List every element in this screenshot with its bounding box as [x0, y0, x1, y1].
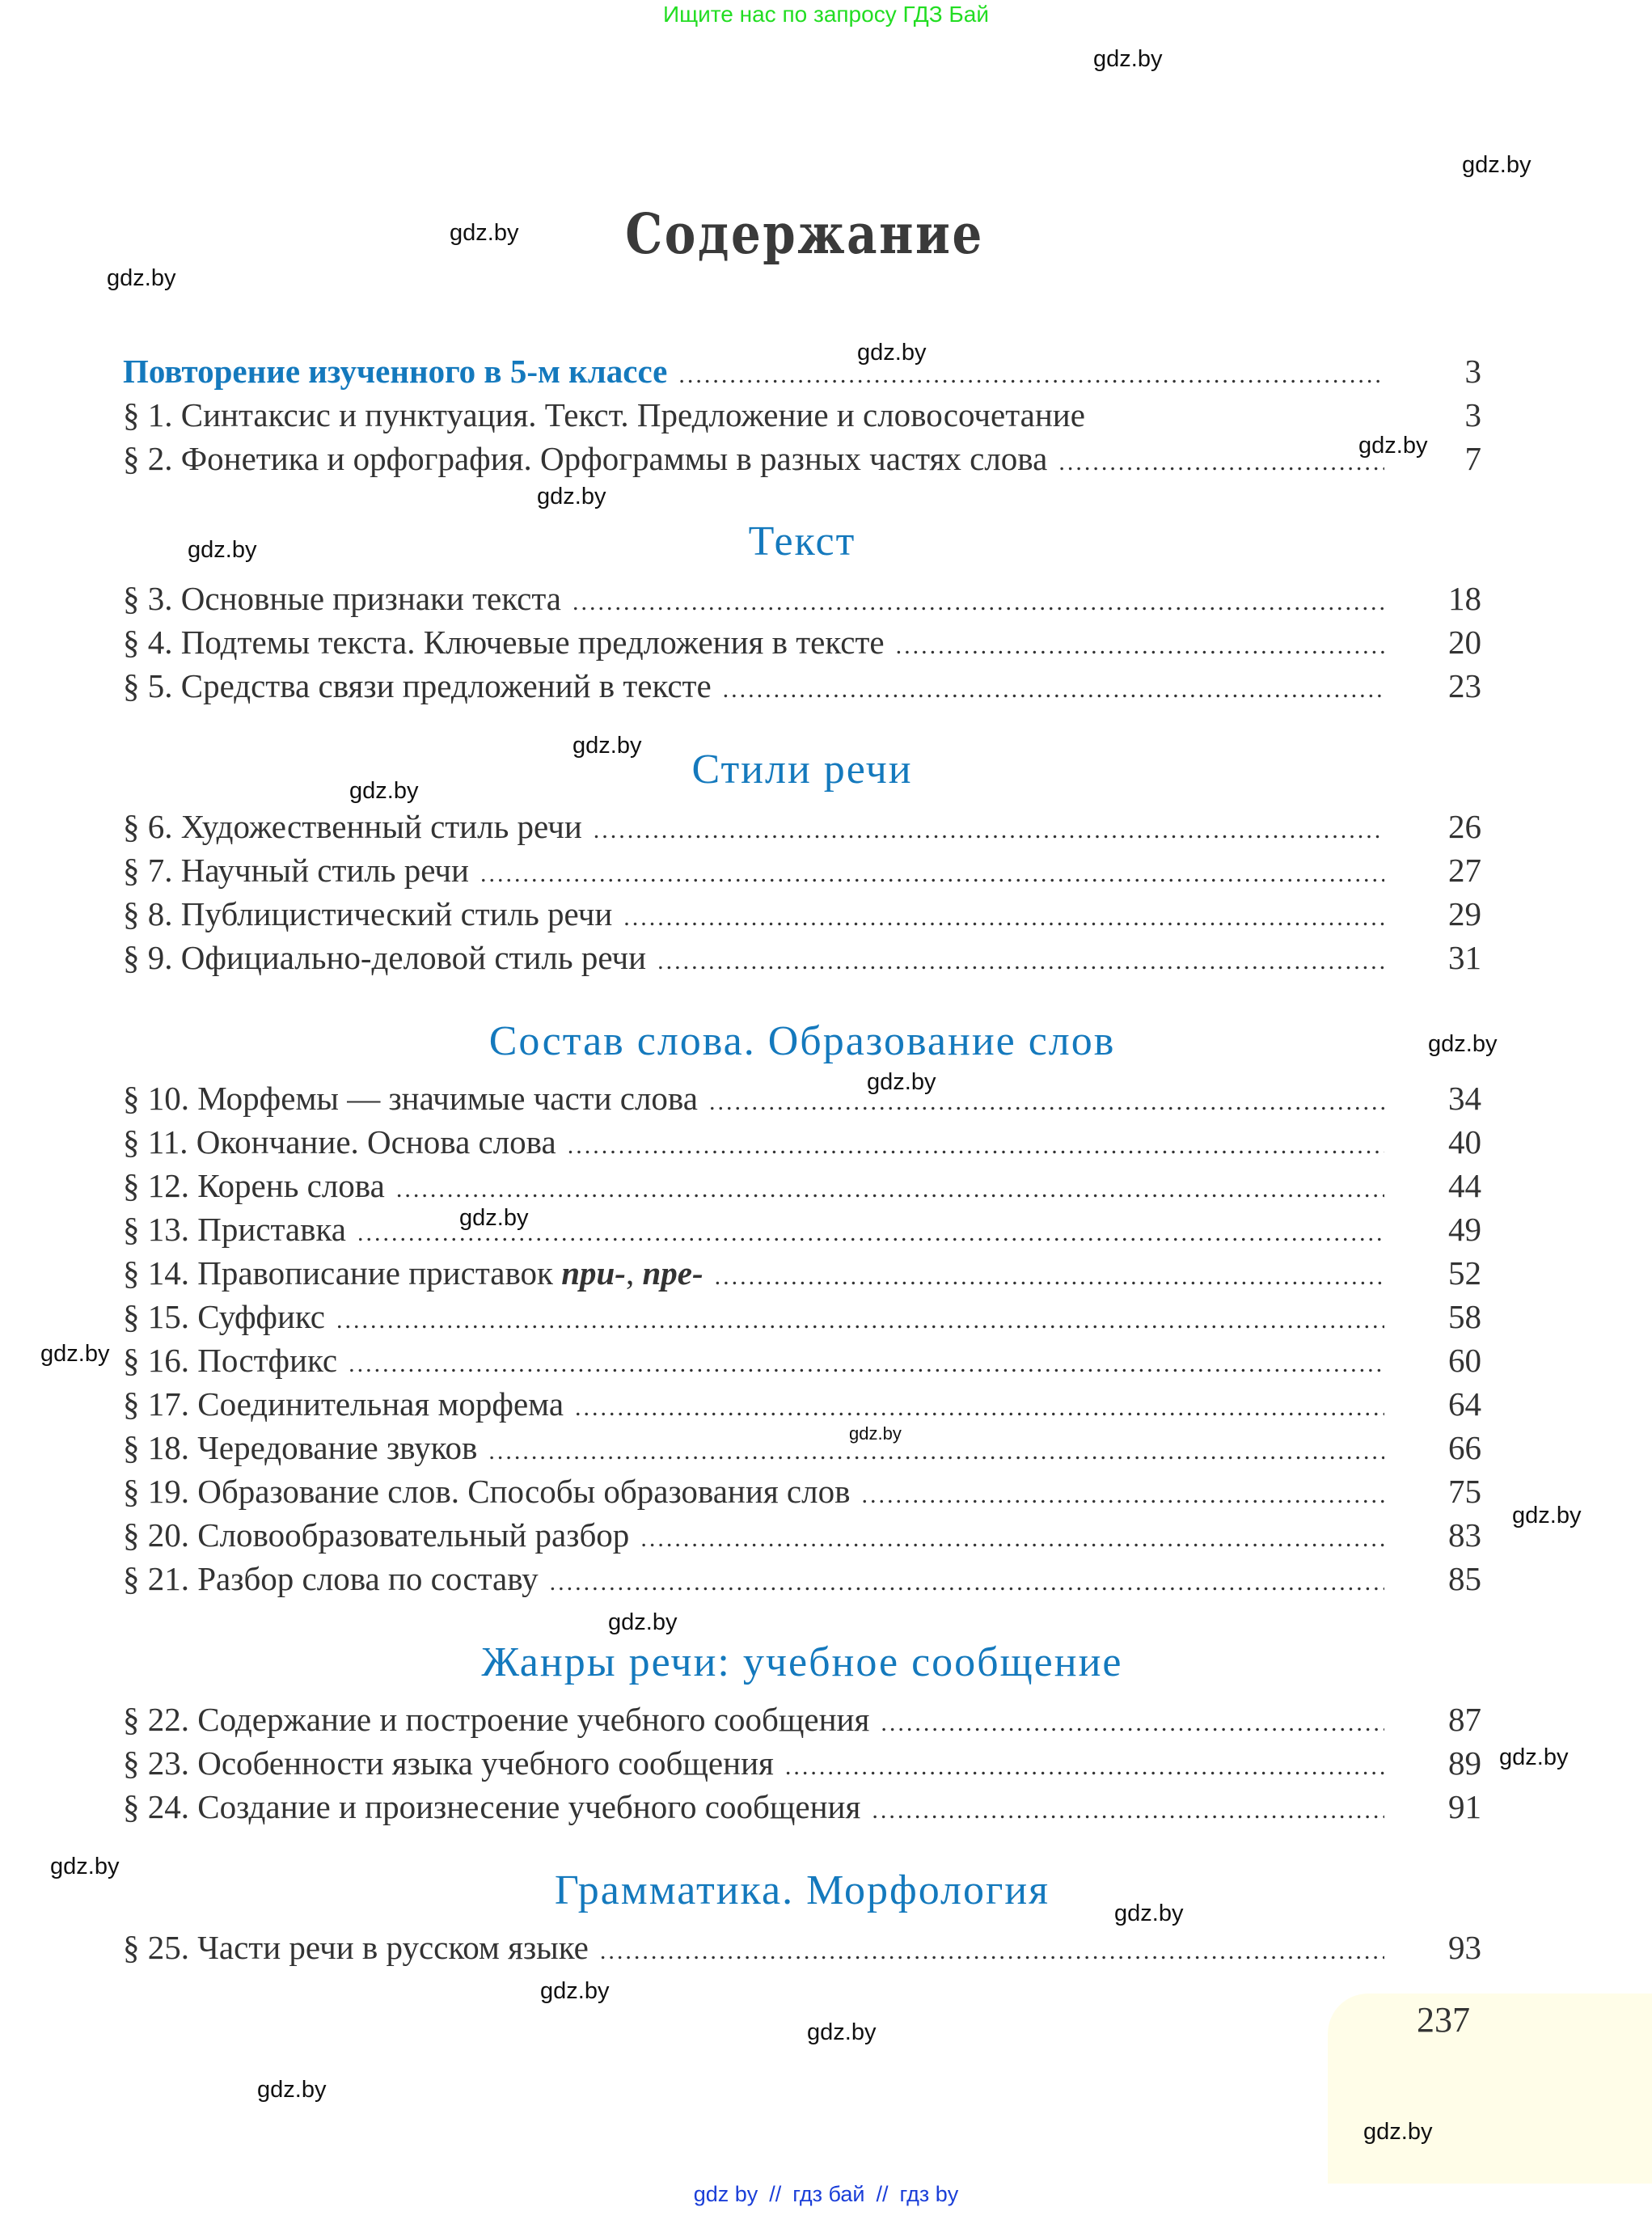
dot-leader — [678, 362, 1384, 389]
toc-row[interactable] — [123, 439, 1481, 483]
prefix-emphasis: при- — [561, 1254, 626, 1292]
dot-leader — [623, 904, 1384, 932]
toc-page-number: 87 — [1448, 1701, 1481, 1738]
dot-leader — [357, 1220, 1384, 1247]
toc-intro-row[interactable] — [123, 352, 1481, 395]
watermark: gdz.by — [608, 1609, 678, 1635]
dot-leader — [1058, 449, 1384, 476]
watermark: gdz.by — [459, 1205, 529, 1231]
toc-page-number: 18 — [1448, 580, 1481, 617]
toc-page-number: 31 — [1448, 939, 1481, 976]
toc-row[interactable] — [123, 1166, 1481, 1210]
toc-page-number: 34 — [1448, 1080, 1481, 1117]
dot-leader — [488, 1438, 1384, 1465]
dot-leader — [336, 1307, 1384, 1334]
toc-row[interactable] — [123, 666, 1481, 710]
toc-row[interactable] — [123, 894, 1481, 938]
toc-row[interactable] — [123, 938, 1481, 982]
dot-leader — [600, 1938, 1384, 1965]
toc-item-label: § 9. Официально-деловой стиль речи — [123, 939, 647, 976]
toc-page-number: 93 — [1448, 1929, 1481, 1966]
toc-page-number: 66 — [1448, 1429, 1481, 1466]
footer-link[interactable]: гдз бай — [792, 2182, 865, 2206]
toc-item-label: § 3. Основные признаки текста — [123, 580, 561, 617]
toc-item-label: § 15. Суффикс — [123, 1298, 325, 1335]
toc-row[interactable] — [123, 1928, 1481, 1972]
watermark: gdz.by — [540, 1978, 610, 2004]
dot-leader — [723, 676, 1384, 704]
toc-item-label: § 20. Словообразовательный разбор — [123, 1516, 630, 1554]
section-heading-grammar: Грамматика. Морфология — [554, 1867, 1050, 1913]
toc-page-number: 58 — [1448, 1298, 1481, 1335]
toc-page-number: 83 — [1448, 1516, 1481, 1554]
toc-item-label: § 24. Создание и произнесение учебного сообщения — [123, 1788, 861, 1825]
toc-row[interactable] — [123, 807, 1481, 851]
footer-link[interactable]: гдз by — [899, 2182, 959, 2206]
watermark: gdz.by — [50, 1854, 120, 1879]
footer-links — [0, 2182, 1652, 2207]
toc-item-label: § 11. Окончание. Основа слова — [123, 1123, 556, 1161]
toc-row[interactable] — [123, 1210, 1481, 1254]
toc-item-label: § 12. Корень слова — [123, 1167, 385, 1204]
toc-item-label: § 14. Правописание приставок при-, пре- — [123, 1254, 703, 1292]
section-heading-styles: Стили речи — [691, 746, 913, 793]
toc-page-number: 60 — [1448, 1342, 1481, 1379]
toc-item-label: § 25. Части речи в русском языке — [123, 1929, 589, 1966]
section-heading-word-structure: Состав слова. Образование слов — [488, 1018, 1116, 1064]
watermark: gdz.by — [1358, 433, 1428, 459]
dot-leader — [480, 860, 1384, 888]
toc-row[interactable] — [123, 1254, 1481, 1297]
toc-page-number: 85 — [1448, 1560, 1481, 1597]
footer-link[interactable]: gdz by — [693, 2182, 758, 2206]
dot-leader — [896, 632, 1384, 660]
watermark: gdz.by — [1093, 46, 1163, 72]
toc-item-label: § 4. Подтемы текста. Ключевые предложения в тексте — [123, 624, 885, 661]
page-number: 237 — [1417, 2000, 1470, 2040]
watermark: gdz.by — [849, 1423, 902, 1444]
toc-page-number: 7 — [1464, 440, 1481, 477]
toc-page-number: 91 — [1448, 1788, 1481, 1825]
toc-item-label: § 6. Художественный стиль речи — [123, 808, 582, 845]
dot-leader — [568, 1132, 1384, 1160]
toc-page-number: 29 — [1448, 895, 1481, 932]
toc-item-label: § 22. Содержание и построение учебного сообщения — [123, 1701, 870, 1738]
watermark: gdz.by — [1363, 2119, 1433, 2145]
toc-row[interactable] — [123, 1079, 1481, 1123]
toc-row[interactable] — [123, 1472, 1481, 1516]
watermark: gdz.by — [450, 220, 519, 246]
watermark: gdz.by — [107, 265, 176, 291]
search-banner: Ищите нас по запросу ГДЗ Бай — [662, 2, 990, 27]
dot-leader — [872, 1797, 1384, 1824]
dot-leader — [640, 1525, 1384, 1553]
toc-page-number: 52 — [1448, 1254, 1481, 1292]
toc-item-label: § 21. Разбор слова по составу — [123, 1560, 539, 1597]
toc-page-number: 26 — [1448, 808, 1481, 845]
watermark: gdz.by — [537, 484, 606, 509]
toc-page-number: 3 — [1464, 353, 1481, 390]
toc-item-label: § 16. Постфикс — [123, 1342, 338, 1379]
toc-item-label: § 19. Образование слов. Способы образования слов — [123, 1473, 851, 1510]
toc-page-number: 89 — [1448, 1744, 1481, 1782]
dot-leader — [594, 817, 1384, 844]
toc-item-label: § 17. Соединительная морфема — [123, 1385, 564, 1423]
section-heading-text: Текст — [748, 518, 856, 564]
toc-item-label: § 10. Морфемы — значимые части слова — [123, 1080, 698, 1117]
toc-page-number: 64 — [1448, 1385, 1481, 1423]
toc-row[interactable] — [123, 579, 1481, 623]
dot-leader — [657, 948, 1384, 975]
page-number-box — [1328, 1994, 1652, 2184]
dot-leader — [396, 1176, 1384, 1203]
toc-row[interactable] — [123, 1341, 1481, 1385]
footer-separator: // — [769, 2182, 782, 2206]
toc-row[interactable] — [123, 1123, 1481, 1166]
toc-intro-label: Повторение изученного в 5-м классе — [123, 353, 668, 390]
dot-leader — [715, 1263, 1384, 1291]
dot-leader — [785, 1753, 1384, 1781]
toc-page-number: 23 — [1448, 667, 1481, 704]
toc-row[interactable] — [123, 1428, 1481, 1472]
toc-page-number: 49 — [1448, 1211, 1481, 1248]
toc-item-label: § 18. Чередование звуков — [123, 1429, 478, 1466]
dot-leader — [709, 1089, 1384, 1116]
toc-row[interactable] — [123, 1744, 1481, 1787]
dot-leader — [550, 1569, 1384, 1596]
dot-leader — [881, 1710, 1384, 1737]
toc-item-label: § 13. Приставка — [123, 1211, 346, 1248]
watermark: gdz.by — [807, 2019, 877, 2045]
toc-page-number: 3 — [1464, 396, 1481, 433]
toc-item-label: § 5. Средства связи предложений в тексте — [123, 667, 712, 704]
toc-page-number: 44 — [1448, 1167, 1481, 1204]
watermark: gdz.by — [40, 1341, 110, 1367]
toc-row[interactable] — [123, 1385, 1481, 1428]
toc-row[interactable] — [123, 1559, 1481, 1603]
watermark: gdz.by — [349, 778, 419, 804]
section-heading-speech-genres: Жанры речи: учебное сообщение — [481, 1639, 1123, 1685]
watermark: gdz.by — [572, 733, 642, 759]
toc-row[interactable] — [123, 1787, 1481, 1831]
watermark: gdz.by — [867, 1069, 936, 1095]
toc-row[interactable] — [123, 1700, 1481, 1744]
dot-leader — [575, 1394, 1384, 1422]
toc-item-label: § 2. Фонетика и орфография. Орфограммы в разных частях слова — [123, 440, 1048, 477]
footer-separator: // — [876, 2182, 889, 2206]
toc-row[interactable] — [123, 395, 1481, 439]
toc-item-label: § 8. Публицистический стиль речи — [123, 895, 613, 932]
toc-item-label: § 7. Научный стиль речи — [123, 852, 469, 889]
toc-page-number: 75 — [1448, 1473, 1481, 1510]
watermark: gdz.by — [1512, 1503, 1582, 1528]
dot-leader — [572, 589, 1384, 616]
watermark: gdz.by — [1428, 1031, 1498, 1057]
toc-row[interactable] — [123, 1516, 1481, 1559]
watermark: gdz.by — [1499, 1744, 1569, 1770]
dot-leader — [861, 1482, 1384, 1509]
toc-row[interactable] — [123, 623, 1481, 666]
dot-leader — [349, 1351, 1384, 1378]
prefix-emphasis: пре- — [642, 1254, 703, 1292]
watermark: gdz.by — [857, 340, 927, 366]
watermark: gdz.by — [188, 537, 257, 563]
toc-row[interactable] — [123, 851, 1481, 894]
toc-page-number: 20 — [1448, 624, 1481, 661]
toc-row[interactable] — [123, 1297, 1481, 1341]
toc-page-number: 27 — [1448, 852, 1481, 889]
watermark: gdz.by — [257, 2077, 327, 2103]
page-title: Содержание — [625, 202, 984, 267]
toc-item-label: § 1. Синтаксис и пунктуация. Текст. Предложение и словосочетание — [123, 396, 1085, 433]
watermark: gdz.by — [1114, 1901, 1184, 1926]
toc-item-label: § 23. Особенности языка учебного сообщения — [123, 1744, 774, 1782]
watermark: gdz.by — [1462, 152, 1532, 178]
toc-page-number: 40 — [1448, 1123, 1481, 1161]
